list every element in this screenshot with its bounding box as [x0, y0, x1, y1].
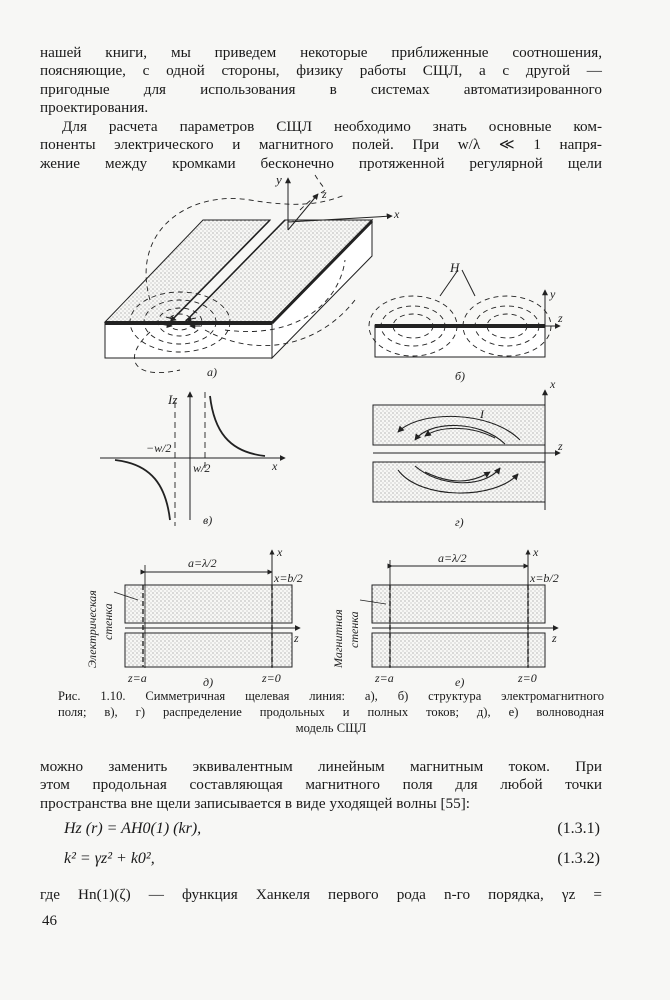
figure-caption	[58, 688, 604, 736]
axis-label: z	[322, 187, 327, 201]
axis-label: x	[533, 545, 539, 559]
text-line: Для расчета параметров СЩЛ необходимо знать основные ком-	[62, 118, 602, 135]
panel-label: в)	[203, 513, 213, 527]
panel-b-cross-section	[369, 260, 563, 383]
page-number: 46	[42, 913, 57, 929]
boundary-label: z=0	[262, 671, 281, 685]
equation-body: k² = γz² + k0²,	[64, 850, 155, 867]
wall-label: стенка	[347, 611, 361, 648]
wall-label: Магнитная	[331, 609, 345, 668]
paragraph-magnetic-current	[40, 758, 602, 813]
text-line: пригодные для использования в системах автоматизированного	[40, 80, 602, 98]
text-line: проектирования.	[40, 99, 149, 117]
axis-label: z	[558, 311, 563, 325]
caption-line: Рис. 1.10. Симметричная щелевая линия: а), б) структура электромагнитного	[58, 689, 604, 703]
panel-label: д)	[203, 675, 214, 689]
axis-label: z	[558, 439, 563, 453]
paragraph-hankel	[40, 886, 602, 904]
panel-label: е)	[455, 675, 465, 689]
axis-label: x	[394, 207, 400, 221]
text-line: поненты электрического и магнитного полей. При w/λ ≪ 1 напря-	[40, 136, 602, 154]
wall-label: Электрическая	[85, 590, 99, 668]
axis-label: x	[277, 545, 283, 559]
panel-d-full-current	[373, 377, 563, 529]
text-line: можно заменить эквивалентным линейным магнитным током. При	[40, 758, 602, 775]
equation-body: Hz (r) = AH0(1) (kr),	[64, 820, 202, 837]
field-label: H	[450, 260, 460, 275]
boundary-label: z=0	[518, 671, 537, 685]
equation-1-3-2	[64, 850, 600, 872]
panel-e-electric-wall-model	[85, 545, 303, 689]
panel-label: г)	[455, 515, 464, 529]
panel-c-current-plot	[100, 392, 285, 527]
current-label: I	[480, 407, 484, 421]
tick-label: −w/2	[146, 441, 172, 455]
boundary-label: z=a	[375, 671, 394, 685]
axis-label: z	[552, 631, 557, 645]
axis-label: x	[272, 459, 278, 473]
panel-label: б)	[455, 369, 466, 383]
boundary-label: x=b/2	[530, 571, 559, 585]
axis-label: y	[276, 172, 282, 187]
axis-label: y	[550, 287, 556, 301]
panel-f-magnetic-wall-model	[331, 545, 559, 689]
dimension-label: a=λ/2	[188, 556, 217, 570]
panel-label: а)	[207, 365, 217, 379]
axis-label: x	[550, 377, 556, 391]
text-line: поясняющие, с одной стороны, физику работы СЩЛ, а с другой —	[40, 62, 602, 80]
text-line: жение между кромками бесконечно протяженной регулярной щели	[40, 154, 602, 172]
equation-number: (1.3.2)	[557, 850, 600, 867]
text-line: пространства вне щели записывается в виде уходящей волны [55]:	[40, 794, 470, 812]
equation-1-3-1	[64, 820, 600, 842]
text-line: этом продольная составляющая магнитного поля для любой точки	[40, 776, 602, 794]
equation-number: (1.3.1)	[557, 820, 600, 837]
boundary-label: x=b/2	[274, 571, 303, 585]
tick-label: w/2	[193, 461, 211, 475]
axis-label: Iz	[168, 392, 178, 407]
axis-label: z	[294, 631, 299, 645]
text-line: где Hn(1)(ζ) — функция Ханкеля первого рода n-го порядка, γz =	[40, 886, 602, 903]
dimension-label: a=λ/2	[438, 551, 467, 565]
caption-line: поля; в), г) распределение продольных и полных токов; д), е) волноводная	[58, 705, 604, 719]
panel-a-3d-slotline	[105, 172, 400, 379]
wall-label: стенка	[101, 603, 115, 640]
caption-line: модель СЩЛ	[295, 721, 367, 735]
text-line: нашей книги, мы приведем некоторые приближенные соотношения,	[40, 44, 602, 61]
boundary-label: z=a	[128, 671, 147, 685]
